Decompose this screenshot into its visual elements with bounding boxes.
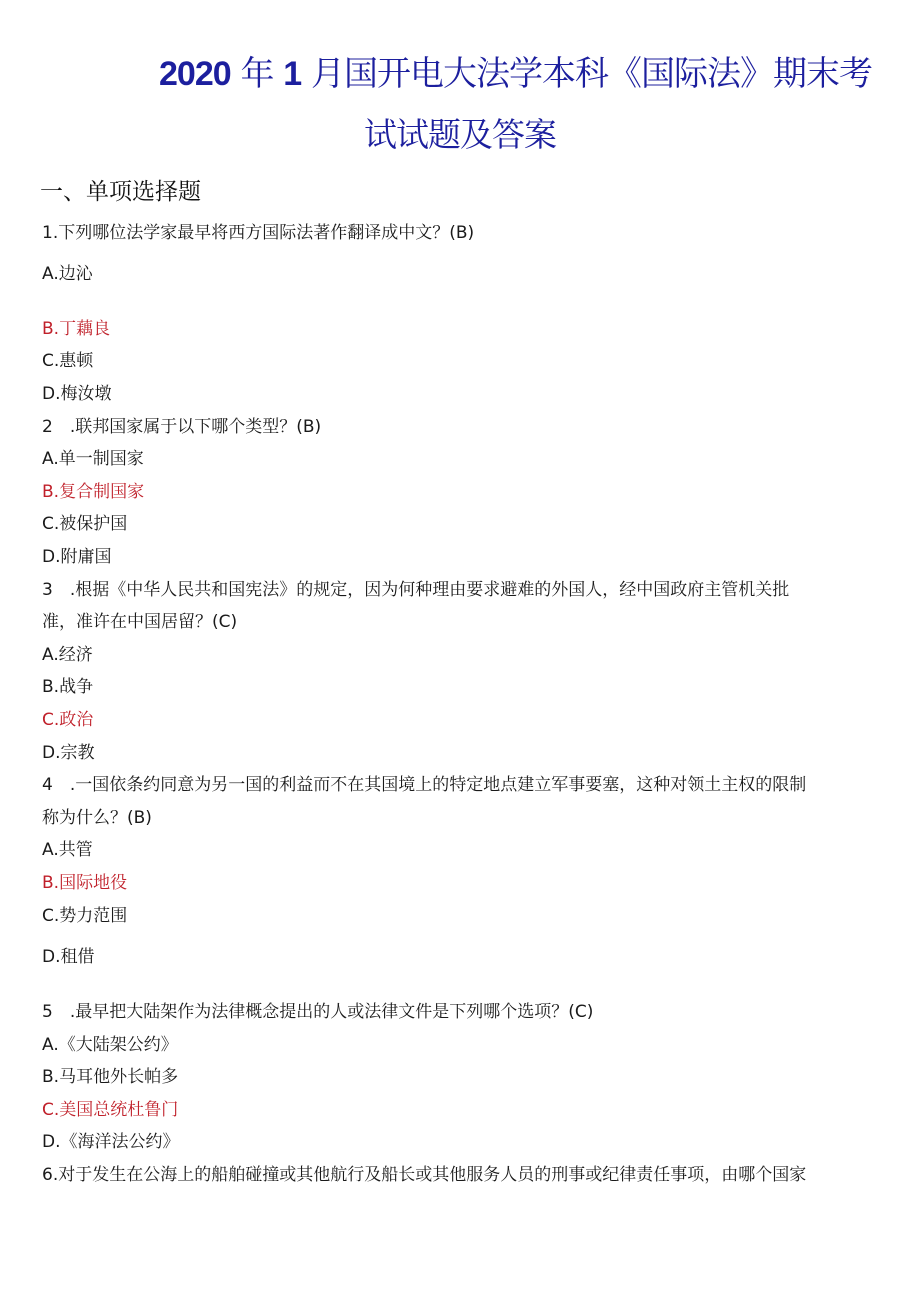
question-3-line2: 准，准许在中国居留？(C) [42,612,238,632]
option-5a: A.《大陆架公约》 [42,1035,178,1055]
answer-5c: C.美国总统杜鲁门 [42,1100,179,1120]
option-5d: D.《海洋法公约》 [42,1132,180,1152]
option-1a: A.边沁 [42,264,93,284]
answer-3c: C.政治 [42,710,94,730]
option-2d: D.附庸国 [42,547,112,567]
answer-1b: B.丁藕良 [42,319,111,339]
option-4c: C.势力范围 [42,906,128,926]
question-6-line1: 6.对于发生在公海上的船舶碰撞或其他航行及船长或其他服务人员的刑事或纪律责任事项，由哪个国家 [42,1165,807,1185]
question-3-line1: 3 .根据《中华人民共和国宪法》的规定，因为何种理由要求避难的外国人，经中国政府主管机关批 [42,580,790,600]
option-4d: D.租借 [42,947,95,967]
option-2a: A.单一制国家 [42,449,144,469]
answer-4b: B.国际地役 [42,873,128,893]
option-1d: D.梅汝墩 [42,384,112,404]
option-2c: C.被保护国 [42,514,128,534]
option-1c: C.惠顿 [42,351,94,371]
question-5: 5 .最早把大陆架作为法律概念提出的人或法律文件是下列哪个选项？(C) [42,1002,594,1022]
question-2: 2 .联邦国家属于以下哪个类型？(B) [42,417,322,437]
question-1: 1.下列哪位法学家最早将西方国际法著作翻译成中文？(B) [42,223,475,243]
document-title-line2: 试试题及答案 [364,115,556,154]
option-5b: B.马耳他外长帕多 [42,1067,179,1087]
option-4a: A.共管 [42,840,93,860]
question-4-line2: 称为什么？(B) [42,808,152,828]
question-4-line1: 4 .一国依条约同意为另一国的利益而不在其国境上的特定地点建立军事要塞，这种对领土主权的限制 [42,775,807,795]
option-3b: B.战争 [42,677,94,697]
section-heading: 一、单项选择题 [40,179,201,205]
document-title-line1: 2020 年 1 月国开电大法学本科《国际法》期末考 [159,54,872,94]
answer-2b: B.复合制国家 [42,482,145,502]
option-3d: D.宗教 [42,743,95,763]
option-3a: A.经济 [42,645,93,665]
